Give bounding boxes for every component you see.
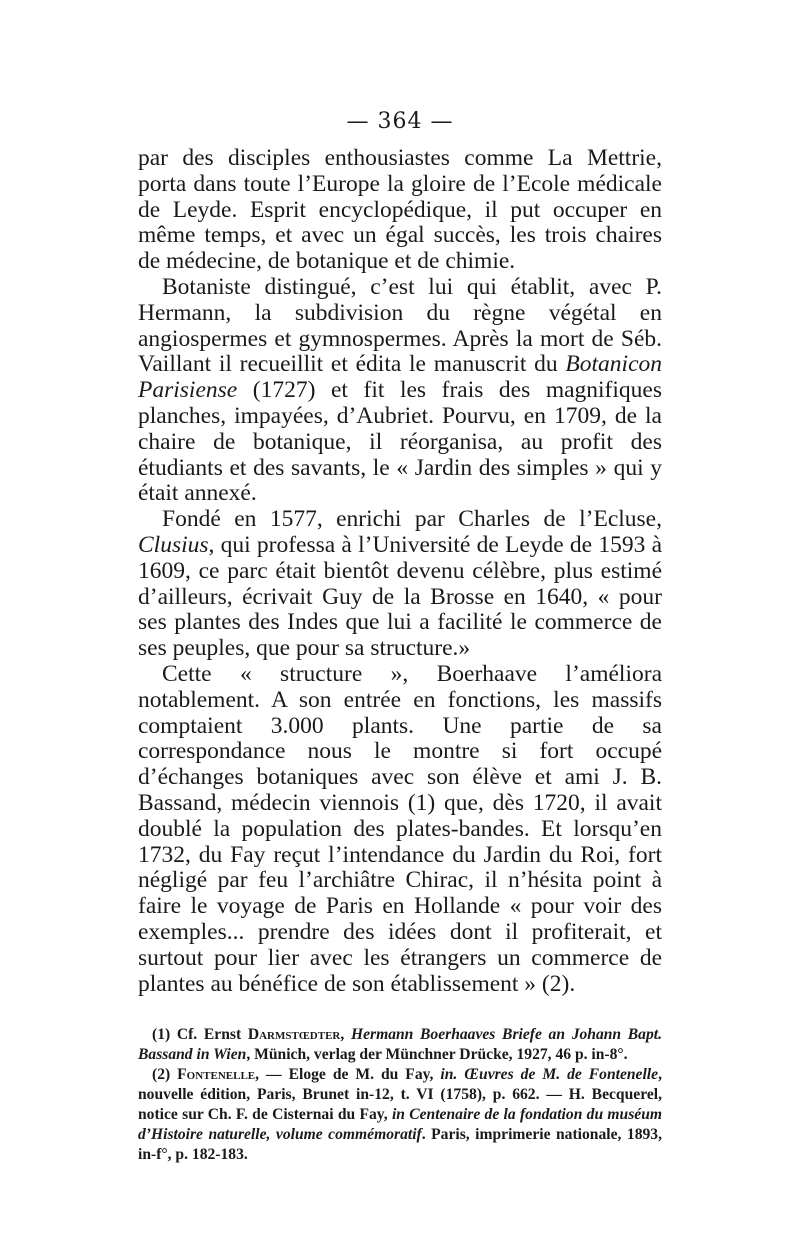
footnote-1-title: Hermann Boerhaaves Briefe an Johann Bapt. Bassand in Wien <box>138 1026 663 1064</box>
footnote-2-text-d: . Paris, imprimerie nationale, 1893, in-f°, p. 182-183. <box>138 1126 662 1164</box>
paragraph-4: Cette « structure », Boerhaave l’améliora notablement. A son entrée en fonctions, les massifs comptaient 3.000 plants. Une partie de sa correspondance nous le montre si fort occupé d’échanges botaniques avec son élève et ami J. B. Bassand, médecin viennois (1) que, dès 1720, il avait doublé la population des plates-bandes. Et lorsqu’en 1732, du Fay reçut l’intendance du Jardin du Roi, fort négligé par feu l’archiâtre Chirac, il n’hésita point à faire le voyage de Paris en Hollande « pour voir des exemples... prendre des idées dont il profiterait, et surtout pour lier avec les étrangers un commerce de plantes au bénéfice de son établissement » (2). <box>138 660 662 997</box>
footnote-2-author: Fontenelle <box>177 1066 256 1084</box>
footnote-2-text-c: , nouvelle édition, Paris, Brunet in-12, t. VI (1758), p. 662. — H. Becquerel, notice sur Ch. F. de Cisternai du Fay, <box>138 1066 662 1124</box>
footnote-2-text-b: , — Eloge de M. du Fay, <box>255 1066 441 1084</box>
footnote-2-work-2: in Centenaire de la fondation du muséum d’Histoire naturelle, volume commémoratif <box>138 1106 662 1144</box>
paragraph-2-text-b: (1727) et fit les frais des magnifiques planches, impayées, d’Aubriet. Pourvu, en 1709, de la chaire de botanique, il réorganisa, au profit des étudiants et des savants, le « Jardin des simples » qui y était annexé. <box>138 377 662 507</box>
paragraph-3 <box>138 507 662 662</box>
footnotes <box>138 1025 662 1165</box>
footnote-1-text-b: , <box>340 1026 351 1044</box>
page-number: — 364 — <box>346 109 454 134</box>
footnote-1-text-c: , Münich, verlag der Münchner Drücke, 1927, 46 p. in-8°. <box>246 1046 628 1064</box>
main-text <box>138 146 662 997</box>
latin-name-clusius: Clusius <box>138 531 209 558</box>
footnote-2 <box>138 1065 662 1165</box>
footnote-2-work-1: in. Œuvres de M. de Fontenelle <box>440 1066 659 1084</box>
footnote-1 <box>138 1025 662 1065</box>
paragraph-2-text-a: Botaniste distingué, c’est lui qui établit, avec P. Hermann, la subdivision du règne végétal en angiospermes et gymnospermes. Après la mort de Séb. Vaillant il recueillit et édita le manuscrit du <box>138 273 662 378</box>
book-title-botanicon: Botanicon Parisiense <box>138 351 662 404</box>
footnote-1-author: Darmstœdter <box>247 1026 341 1044</box>
footnote-1-text-a: (1) Cf. Ernst <box>152 1026 248 1044</box>
paragraph-1: par des disciples enthousiastes comme La Mettrie, porta dans toute l’Europe la gloire de l’Ecole médicale de Leyde. Esprit encyclopédique, il put occuper en même temps, et avec un égal succès, les trois chaires de médecine, de botanique et de chimie. <box>138 145 662 275</box>
paragraph-2 <box>138 275 662 507</box>
book-page <box>138 104 662 1165</box>
footnote-2-text-a: (2) <box>152 1066 178 1084</box>
paragraph-3-text-a: Fondé en 1577, enrichi par Charles de l’Ecluse, <box>162 506 662 533</box>
paragraph-3-text-b: , qui professa à l’Université de Leyde de 1593 à 1609, ce parc était bientôt devenu célèbre, plus estimé d’ailleurs, écrivait Guy de la Brosse en 1640, « pour ses plantes des Indes que lui a facilité le commerce de ses peuples, que pour sa structure.» <box>138 531 662 662</box>
